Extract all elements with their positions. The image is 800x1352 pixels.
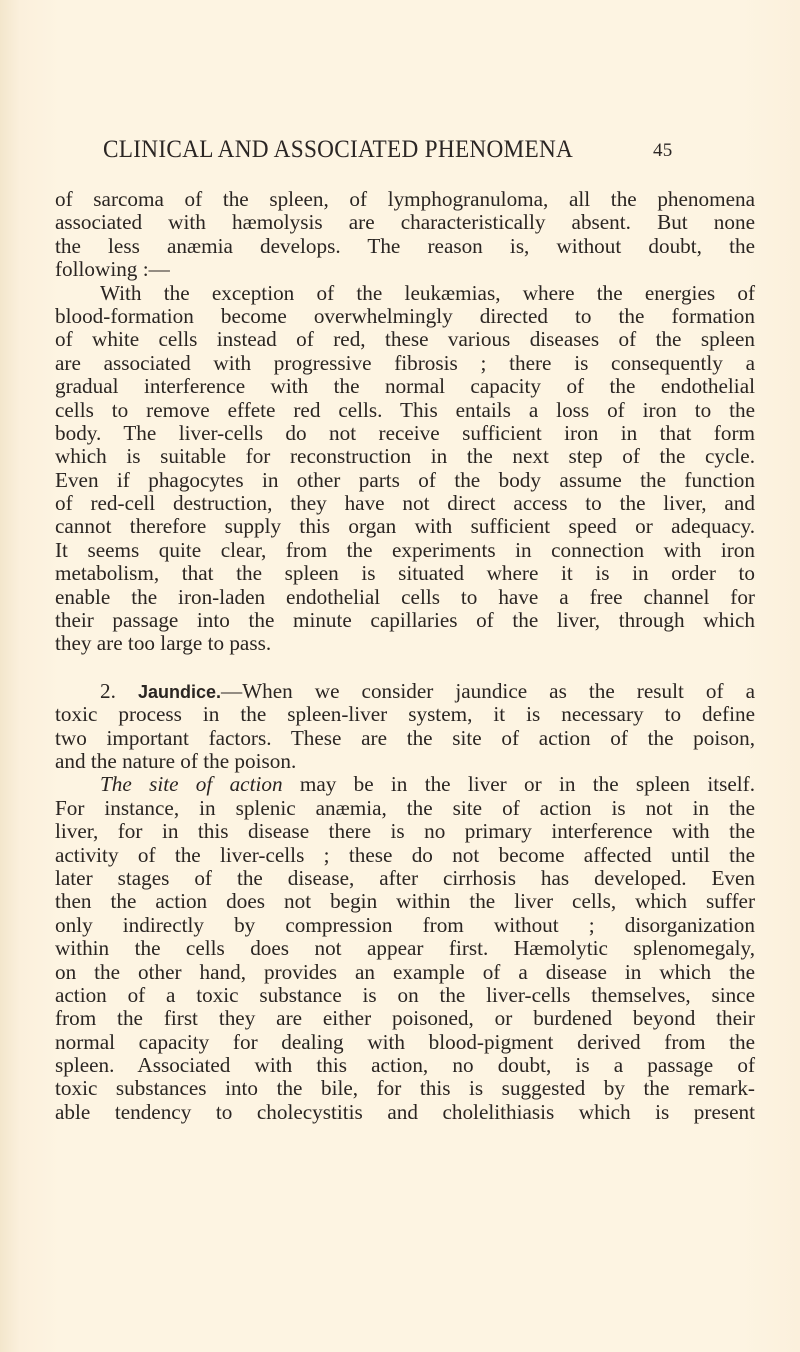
chapter-title: CLINICAL AND ASSOCIATED PHENOMENA bbox=[103, 136, 574, 163]
paragraph-1 bbox=[55, 188, 755, 282]
text-line: activity of the liver-cells ; these do not become affected until the bbox=[55, 842, 755, 867]
text-line: liver, for in this disease there is no primary interference with the bbox=[55, 819, 755, 844]
text-line: associated with hæmolysis are characteristically absent. But none bbox=[55, 210, 755, 235]
paragraph-gap bbox=[55, 656, 755, 680]
text-line: their passage into the minute capillaries of the liver, through which bbox=[55, 608, 755, 633]
text-line: able tendency to cholecystitis and cholelithiasis which is present bbox=[55, 1099, 755, 1124]
paragraph-3-jaundice bbox=[55, 680, 755, 774]
text-line: Even if phagocytes in other parts of the body assume the function bbox=[55, 467, 755, 492]
section-heading: Jaundice. bbox=[137, 681, 221, 702]
text-line: spleen. Associated with this action, no doubt, is a passage of bbox=[55, 1053, 755, 1078]
text-line: then the action does not begin within the liver cells, which suffer bbox=[55, 889, 755, 914]
text-line bbox=[55, 773, 755, 796]
book-page bbox=[55, 126, 755, 1124]
page-number: 45 bbox=[653, 140, 673, 161]
text-line: cannot therefore supply this organ with sufficient speed or adequacy. bbox=[55, 514, 755, 539]
text-line: For instance, in splenic anæmia, the site of action is not in the bbox=[55, 795, 755, 820]
text-line: two important factors. These are the site of action of the poison, bbox=[55, 725, 755, 750]
running-head bbox=[55, 126, 755, 166]
section-number: 2. bbox=[100, 678, 116, 703]
text-line: only indirectly by compression from without ; disorganization bbox=[55, 912, 755, 937]
text-line: toxic process in the spleen-liver system, it is necessary to define bbox=[55, 702, 755, 727]
text-line: later stages of the disease, after cirrhosis has developed. Even bbox=[55, 865, 755, 890]
text-line: normal capacity for dealing with blood-pigment derived from the bbox=[55, 1029, 755, 1054]
text-line: within the cells does not appear first. Hæmolytic splenomegaly, bbox=[55, 936, 755, 961]
text-line: and the nature of the poison. bbox=[55, 748, 297, 773]
text-line: of white cells instead of red, these various diseases of the spleen bbox=[55, 327, 755, 352]
text-line: are associated with progressive fibrosis ; there is consequently a bbox=[55, 350, 755, 375]
text-line: of red-cell destruction, they have not direct access to the liver, and bbox=[55, 491, 755, 516]
text-line: the less anæmia develops. The reason is, without doubt, the bbox=[55, 233, 755, 258]
text-line: on the other hand, provides an example of a disease in which the bbox=[55, 959, 755, 984]
text-run: may be in the liver or in the spleen itself. bbox=[282, 772, 755, 797]
text-line: from the first they are either poisoned, or burdened beyond their bbox=[55, 1006, 755, 1031]
text-line: following :— bbox=[55, 257, 170, 282]
text-line: cells to remove effete red cells. This entails a loss of iron to the bbox=[55, 397, 755, 422]
paragraph-2 bbox=[55, 282, 755, 656]
italic-lead: The site of action bbox=[100, 772, 283, 797]
text-line: blood-formation become overwhelmingly directed to the formation bbox=[55, 303, 755, 328]
text-line: body. The liver-cells do not receive sufficient iron in that form bbox=[55, 420, 755, 445]
text-line: they are too large to pass. bbox=[55, 631, 272, 656]
text-line: With the exception of the leukæmias, where the energies of bbox=[100, 280, 755, 305]
text-line: It seems quite clear, from the experiments in connection with iron bbox=[55, 537, 755, 562]
paragraph-4 bbox=[55, 773, 755, 1124]
text-line: gradual interference with the normal capacity of the endothelial bbox=[55, 374, 755, 399]
text-line: toxic substances into the bile, for this is suggested by the remark- bbox=[55, 1076, 755, 1101]
text-line: of sarcoma of the spleen, of lymphogranuloma, all the phenomena bbox=[55, 187, 755, 211]
body-text bbox=[55, 188, 755, 1124]
section-first-line bbox=[55, 680, 755, 703]
text-line: metabolism, that the spleen is situated where it is in order to bbox=[55, 561, 755, 586]
text-line: action of a toxic substance is on the liver-cells themselves, since bbox=[55, 982, 755, 1007]
text-run: —When we consider jaundice as the result of a bbox=[220, 678, 755, 703]
text-line: enable the iron-laden endothelial cells to have a free channel for bbox=[55, 584, 755, 609]
text-line: which is suitable for reconstruction in the next step of the cycle. bbox=[55, 444, 755, 469]
